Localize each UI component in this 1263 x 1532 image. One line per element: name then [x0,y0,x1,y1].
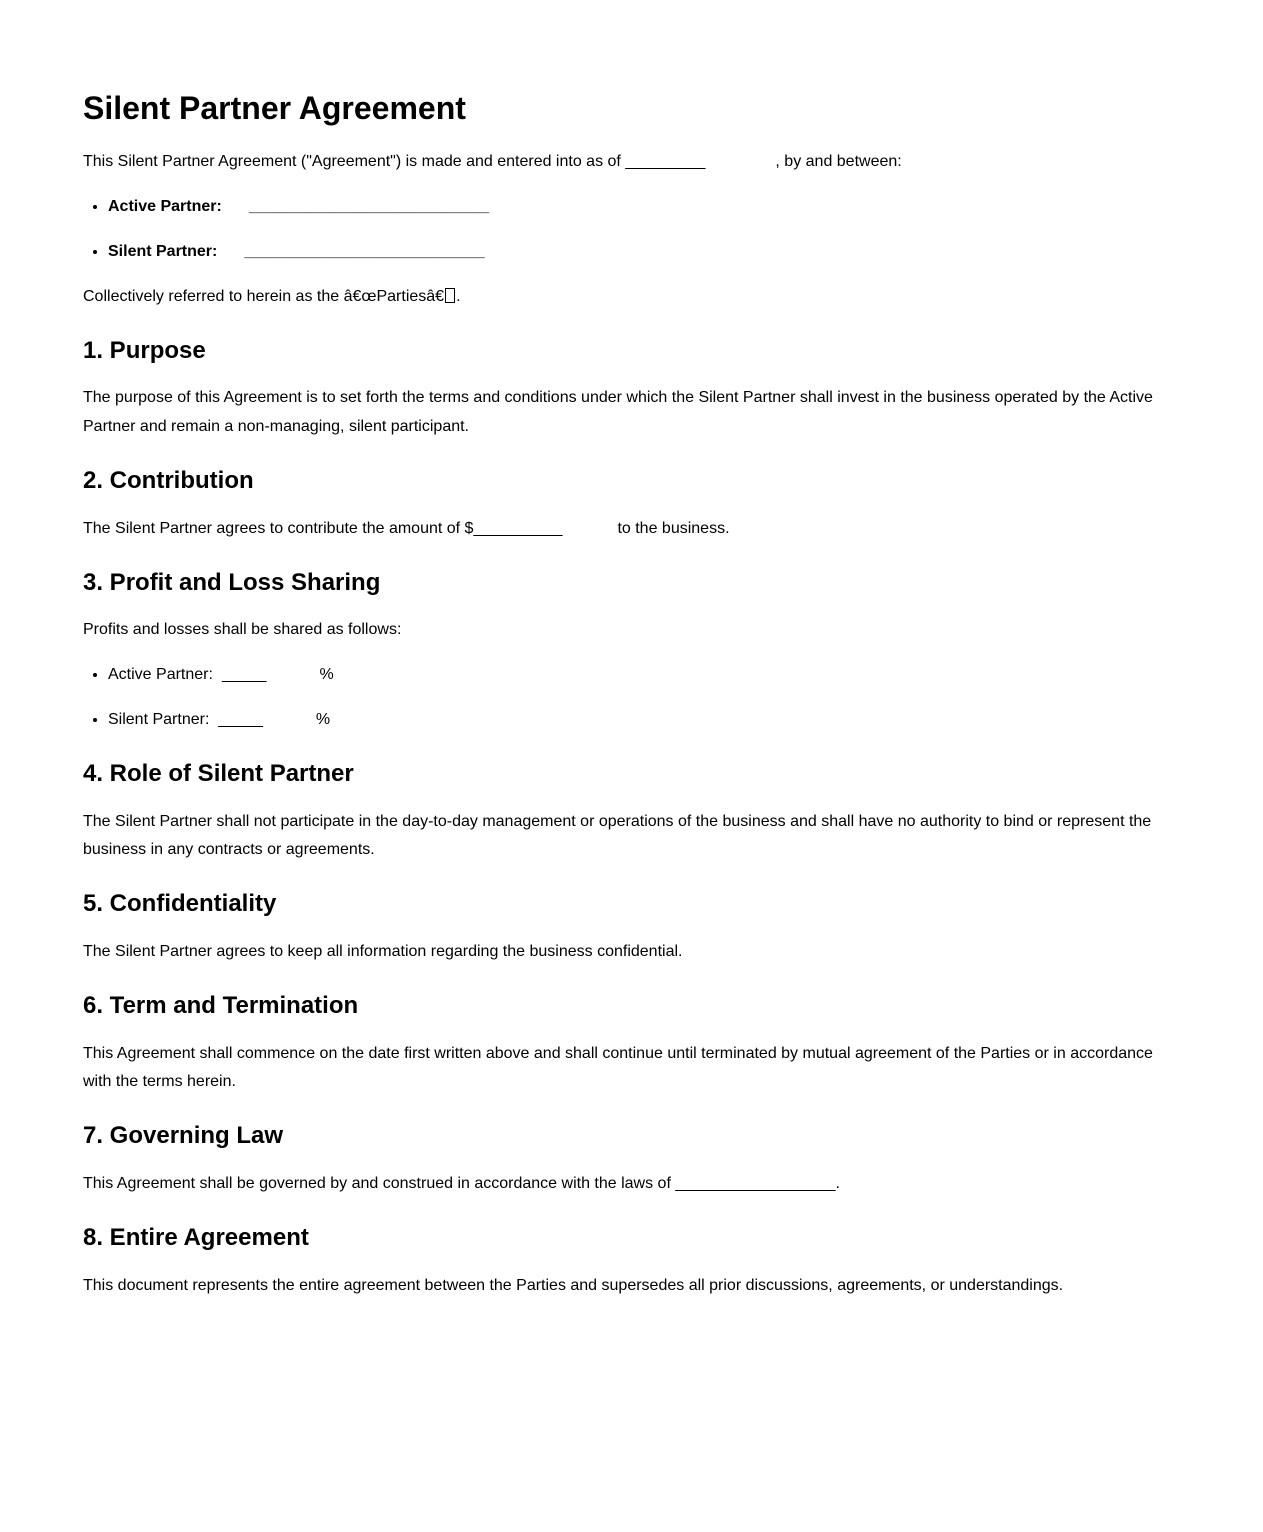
collective-paragraph [83,283,1156,312]
section-heading-governing-law: 7. Governing Law [83,1122,284,1150]
party-item-active [108,193,1156,222]
shares-list [83,661,1156,735]
section-heading-contribution: 2. Contribution [83,466,254,494]
section-body-role: The Silent Partner shall not participate in the day-to-day management or operations of the business and shall have no authority to bind or represent the business in any contracts or agreements. [83,812,1152,859]
intro-opening-text: This Silent Partner Agreement ("Agreement") is made and entered into as of [83,153,626,171]
section-heading-role: 4. Role of Silent Partner [83,759,354,787]
governing-law-text: This Agreement shall be governed by and construed in accordance with the laws of [83,1174,676,1192]
profit-loss-lead: Profits and losses shall be shared as follows: [83,621,402,639]
blank-gap [217,255,244,256]
percent-sign: % [319,666,334,684]
blank-gap [213,678,222,679]
section-body-confidentiality: The Silent Partner agrees to keep all information regarding the business confidential. [83,942,683,960]
missing-glyph-box [445,288,455,303]
section-body-governing-law [83,1170,1156,1199]
party-name-blank: ___________________________ [248,198,490,216]
share-percent-blank: _____ [221,666,267,684]
amount-blank: __________ [473,519,563,537]
intro-opening-suffix: , by and between: [775,153,902,171]
date-blank: _________ [625,153,706,171]
section-heading-confidentiality: 5. Confidentiality [83,890,277,918]
party-label: Silent Partner: [108,242,218,260]
intro-paragraph [83,148,1156,177]
blank-gap [222,210,249,211]
section-heading-entire-agreement: 8. Entire Agreement [83,1223,309,1251]
party-label: Active Partner: [108,198,222,216]
share-label: Active Partner: [108,666,213,684]
section-heading-profit-loss: 3. Profit and Loss Sharing [83,568,381,596]
share-label: Silent Partner: [108,710,210,728]
blank-gap [263,723,316,724]
governing-law-period: . [835,1174,840,1192]
blank-gap [705,165,775,166]
law-blank: __________________ [675,1174,836,1192]
share-item-silent [108,706,1156,735]
section-body-contribution [83,515,1156,544]
parties-list [83,193,1156,267]
section-heading-purpose: 1. Purpose [83,336,206,364]
section-heading-term-termination: 6. Term and Termination [83,991,359,1019]
party-name-blank: ___________________________ [244,242,485,260]
blank-gap [562,532,617,533]
section-body-term-termination: This Agreement shall commence on the date first written above and shall continue until terminated by mutual agreement of the Parties or in accordance with the terms herein. [83,1044,1153,1091]
section-body-purpose: The purpose of this Agreement is to set forth the terms and conditions under which the Silent Partner shall invest in the business operated by the Active Partner and remain a non-managing, silent participant. [83,389,1153,436]
party-item-silent [108,238,1156,267]
section-body-entire-agreement: This document represents the entire agreement between the Parties and supersedes all prior discussions, agreements, or understandings. [83,1276,1064,1294]
collective-text: Collectively referred to herein as the â€œPartiesâ€ [83,287,445,305]
share-percent-blank: _____ [218,710,263,728]
contribution-suffix: to the business. [617,519,730,537]
collective-period: . [456,287,461,305]
document-title: Silent Partner Agreement [83,90,466,126]
blank-gap [266,678,319,679]
contribution-text: The Silent Partner agrees to contribute the amount of $ [83,519,474,537]
share-item-active [108,661,1156,690]
percent-sign: % [315,710,331,728]
